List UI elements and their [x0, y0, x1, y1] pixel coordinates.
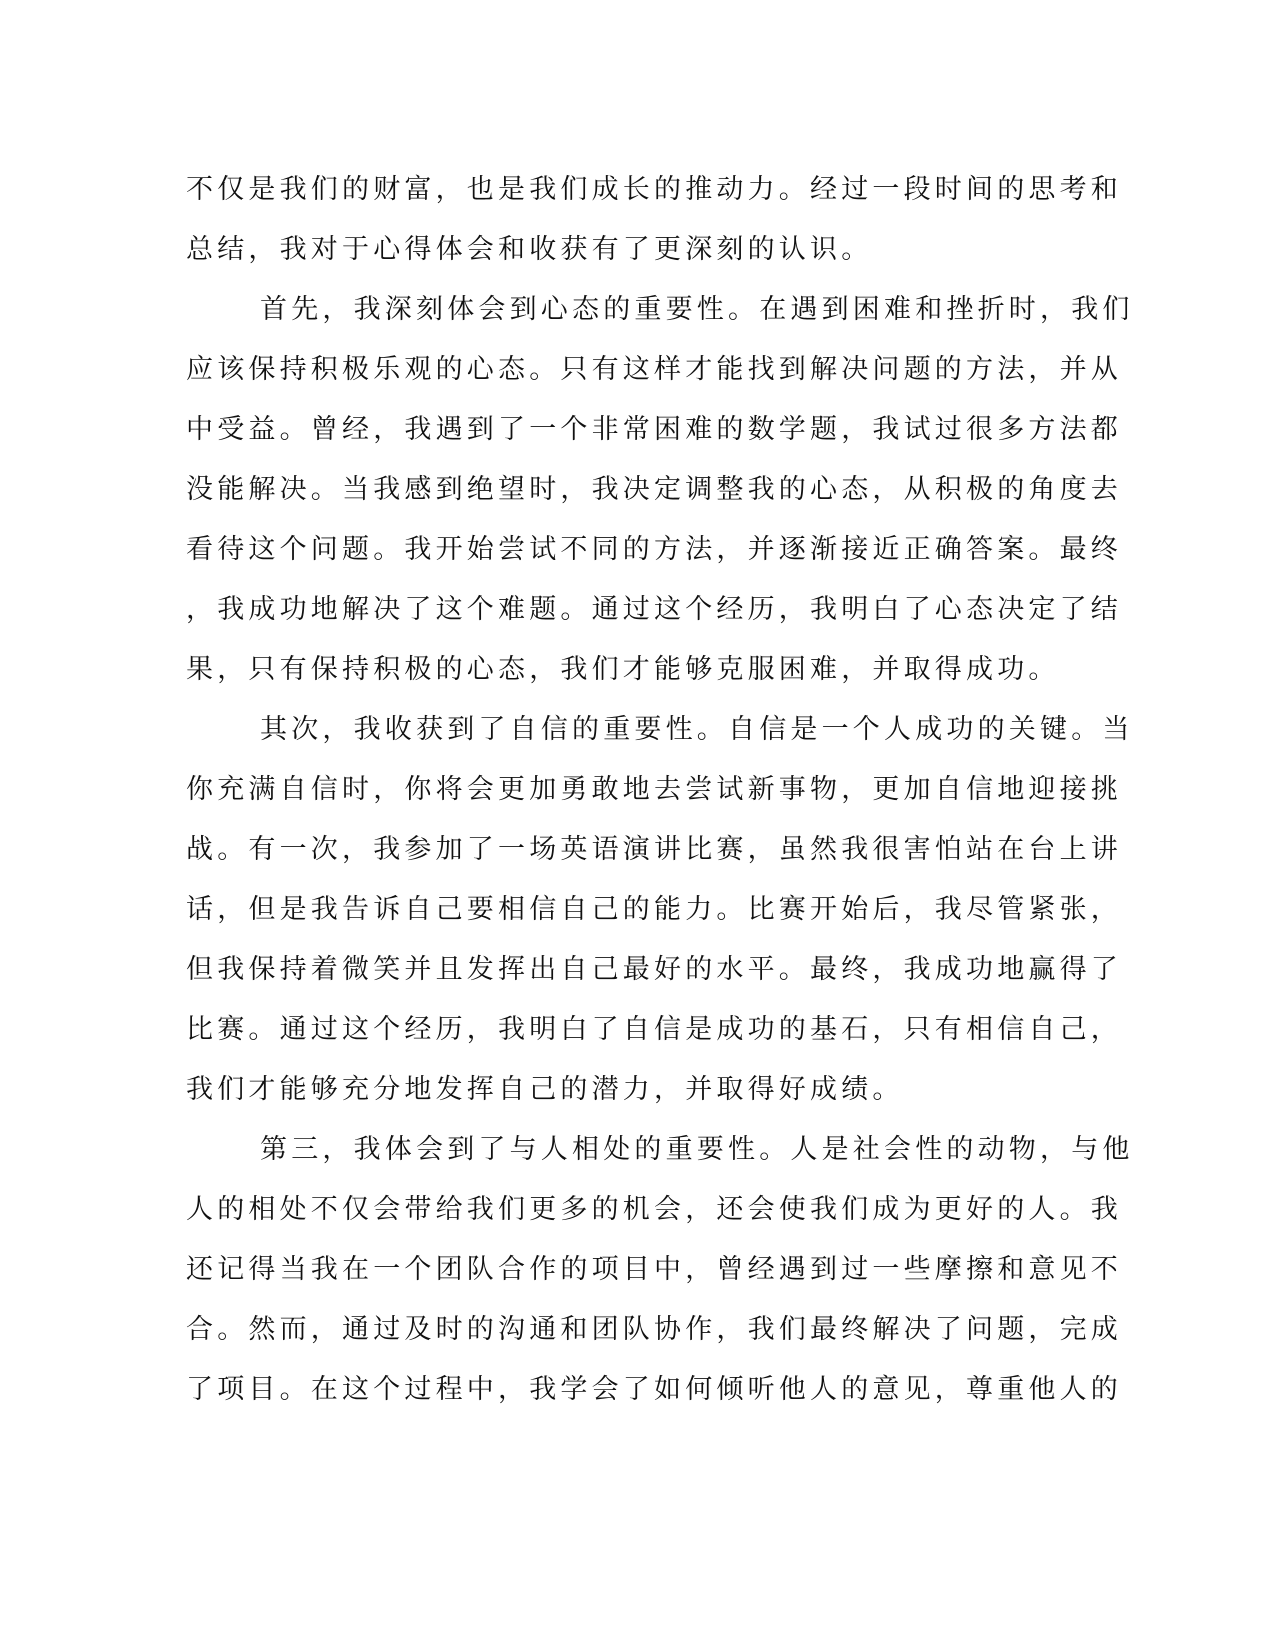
text-line: 了项目。在这个过程中，我学会了如何倾听他人的意见，尊重他人的	[186, 1374, 1122, 1405]
text-line: 但我保持着微笑并且发挥出自己最好的水平。最终，我成功地赢得了	[186, 954, 1122, 985]
text-line: 应该保持积极乐观的心态。只有这样才能找到解决问题的方法，并从	[186, 354, 1122, 385]
text-line: 话，但是我告诉自己要相信自己的能力。比赛开始后，我尽管紧张，	[186, 894, 1122, 925]
text-line: 不仅是我们的财富，也是我们成长的推动力。经过一段时间的思考和	[186, 174, 1122, 205]
text-line: 你充满自信时，你将会更加勇敢地去尝试新事物，更加自信地迎接挑	[186, 774, 1122, 805]
paragraph-start-line: 其次，我收获到了自信的重要性。自信是一个人成功的关键。当	[260, 714, 1134, 745]
text-line: 看待这个问题。我开始尝试不同的方法，并逐渐接近正确答案。最终	[186, 534, 1122, 565]
text-line: 还记得当我在一个团队合作的项目中，曾经遇到过一些摩擦和意见不	[186, 1254, 1122, 1285]
paragraph-start-line: 首先，我深刻体会到心态的重要性。在遇到困难和挫折时，我们	[260, 294, 1134, 325]
text-line: 比赛。通过这个经历，我明白了自信是成功的基石，只有相信自己，	[186, 1014, 1122, 1045]
text-line: 战。有一次，我参加了一场英语演讲比赛，虽然我很害怕站在台上讲	[186, 834, 1122, 865]
text-line: ，我成功地解决了这个难题。通过这个经历，我明白了心态决定了结	[186, 594, 1122, 625]
text-line: 果，只有保持积极的心态，我们才能够克服困难，并取得成功。	[186, 654, 1060, 685]
document-body	[186, 160, 1134, 1420]
text-line: 人的相处不仅会带给我们更多的机会，还会使我们成为更好的人。我	[186, 1194, 1122, 1225]
text-line: 合。然而，通过及时的沟通和团队协作，我们最终解决了问题，完成	[186, 1314, 1122, 1345]
text-line: 总结，我对于心得体会和收获有了更深刻的认识。	[186, 234, 873, 265]
text-line: 没能解决。当我感到绝望时，我决定调整我的心态，从积极的角度去	[186, 474, 1122, 505]
paragraph-start-line: 第三，我体会到了与人相处的重要性。人是社会性的动物，与他	[260, 1134, 1134, 1165]
text-line: 我们才能够充分地发挥自己的潜力，并取得好成绩。	[186, 1074, 904, 1105]
text-line: 中受益。曾经，我遇到了一个非常困难的数学题，我试过很多方法都	[186, 414, 1122, 445]
